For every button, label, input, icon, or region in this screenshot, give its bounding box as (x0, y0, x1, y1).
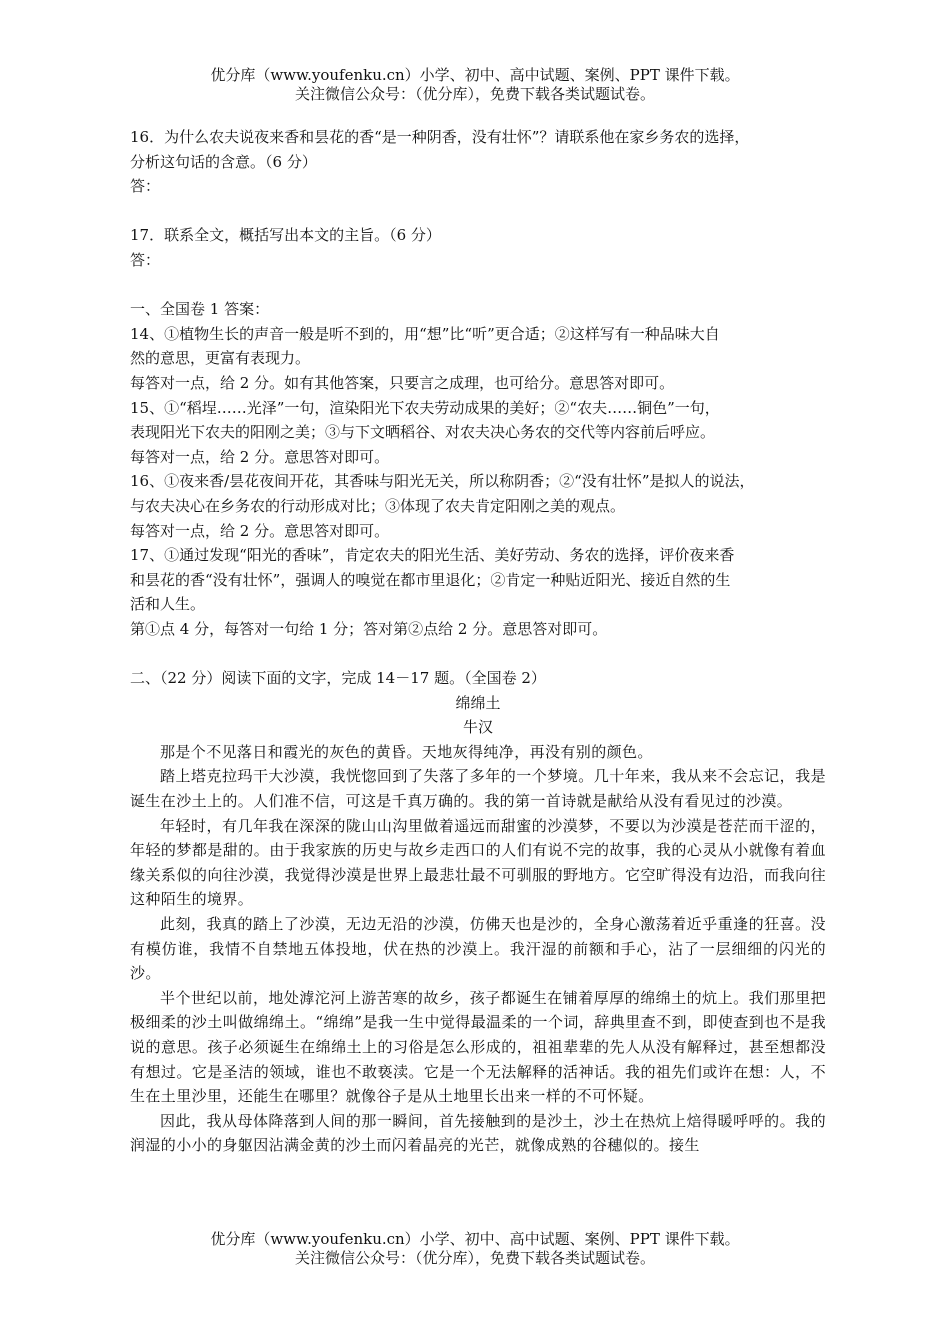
article-paragraph-3: 年轻时，有几年我在深深的陇山山沟里做着遥远而甜蜜的沙漠梦，不要以为沙漠是苍茫而干涩的，年轻的梦都是甜的。由于我家族的历史与故乡走西口的人们有说不完的故事，我的心灵从小就像有着血缘关系似的向往沙漠，我觉得沙漠是世界上最悲壮最不可驯服的野地方。它空旷得没有边沿，而我向往这种陌生的境界。 (130, 816, 826, 909)
footer-line-1: 优分库（www.youfenku.cn）小学、初中、高中试题、案例、PPT 课件下载。 (210, 1230, 740, 1248)
answer-key-heading: 一、全国卷 1 答案： (130, 300, 270, 319)
answer-14-line-1: 14、①植物生长的声音一般是听不到的，用“想”比“听”更合适；②这样写有一种品味大自 (130, 324, 720, 343)
article-paragraph-1: 那是个不见落日和霞光的灰色的黄昏。天地灰得纯净，再没有别的颜色。 (160, 742, 653, 761)
answer-17-line-3: 活和人生。 (130, 595, 206, 614)
question-16-line-1: 16．为什么农夫说夜来香和昙花的香“是一种阴香，没有壮怀”？请联系他在家乡务农的选择， (130, 128, 750, 146)
question-16-line-2: 分析这句话的含意。（6 分） (130, 152, 317, 171)
answer-17-line-2: 和昙花的香“没有壮怀”，强调人的嗅觉在都市里退化；②肯定一种贴近阳光、接近自然的生 (130, 570, 731, 589)
answer-key (130, 297, 826, 641)
page-header (0, 66, 950, 104)
article-author: 牛汉 (462, 718, 493, 737)
question-17-text: 17．联系全文，概括写出本文的主旨。（6 分） (130, 226, 441, 245)
answer-16-line-1: 16、①夜来香/昙花夜间开花，其香味与阳光无关，所以称阴香；②“没有壮怀”是拟人的说法， (130, 472, 755, 491)
question-17-answer-label: 答： (130, 250, 161, 269)
answer-14-line-2: 然的意思，更富有表现力。 (130, 349, 311, 368)
answer-14-scoring: 每答对一点，给 2 分。如有其他答案，只要言之成理，也可给分。意思答对即可。 (130, 373, 675, 392)
answer-17-line-1: 17、①通过发现“阳光的香味”，肯定农夫的阳光生活、美好劳动、务农的选择，评价夜来香 (130, 546, 735, 565)
reading-passage (130, 666, 826, 1158)
answer-15-line-2: 表现阳光下农夫的阳刚之美；③与下文晒稻谷、对农夫决心务农的交代等内容前后呼应。 (130, 423, 716, 442)
header-line-2: 关注微信公众号：（优分库），免费下载各类试题试卷。 (294, 85, 655, 103)
article-paragraph-6: 因此，我从母体降落到人间的那一瞬间，首先接触到的是沙土，沙土在热炕上焙得暖呼呼的。我的润湿的小小的身躯因沾满金黄的沙土而闪着晶亮的光芒，就像成熟的谷穗似的。接生 (130, 1111, 826, 1155)
answer-17-scoring: 第①点 4 分，每答对一句给 1 分；答对第②点给 2 分。意思答对即可。 (130, 619, 608, 638)
question-16-answer-label: 答： (130, 177, 161, 196)
answer-15-line-1: 15、①“稻埕……光泽”一句，渲染阳光下农夫劳动成果的美好；②“农夫……铜色”一句， (130, 398, 720, 417)
answer-16-line-2: 与农夫决心在乡务农的行动形成对比；③体现了农夫肯定阳刚之美的观点。 (130, 496, 626, 515)
header-line-1: 优分库（www.youfenku.cn）小学、初中、高中试题、案例、PPT 课件下载。 (210, 66, 740, 84)
answer-15-scoring: 每答对一点，给 2 分。意思答对即可。 (130, 447, 390, 466)
answer-16-scoring: 每答对一点，给 2 分。意思答对即可。 (130, 521, 390, 540)
article-paragraph-5: 半个世纪以前，地处滹沱河上游苦寒的故乡，孩子都诞生在铺着厚厚的绵绵土的炕上。我们那里把极细柔的沙土叫做绵绵土。“绵绵”是我一生中觉得最温柔的一个词，辞典里查不到，即使查到也不是我说的意思。孩子必须诞生在绵绵土上的习俗是怎么形成的，祖祖辈辈的先人从没有解释过，甚至想都没有想过。它是圣洁的领域，谁也不敢亵渎。它是一个无法解释的活神话。我的祖先们或许在想：人，不生在土里沙里，还能生在哪里？就像谷子是从土地里长出来一样的不可怀疑。 (130, 988, 826, 1106)
article-paragraph-2: 踏上塔克拉玛干大沙漠，我恍惚回到了失落了多年的一个梦境。几十年来，我从来不会忘记，我是诞生在沙土上的。人们准不信，可这是千真万确的。我的第一首诗就是献给从没有看见过的沙漠。 (130, 767, 826, 811)
question-16 (130, 125, 826, 199)
article-paragraph-4: 此刻，我真的踏上了沙漠，无边无沿的沙漠，仿佛天也是沙的，全身心激荡着近乎重逢的狂喜。没有模仿谁，我情不自禁地五体投地，伏在热的沙漠上。我汗湿的前额和手心，沾了一层细细的闪光的沙。 (130, 915, 826, 983)
page-footer (0, 1230, 950, 1268)
section-2-intro: 二、（22 分）阅读下面的文字，完成 14－17 题。（全国卷 2） (130, 669, 546, 688)
document-body (130, 125, 826, 1158)
footer-line-2: 关注微信公众号：（优分库），免费下载各类试题试卷。 (294, 1249, 655, 1267)
article-title: 绵绵土 (455, 693, 501, 712)
question-17 (130, 223, 826, 272)
